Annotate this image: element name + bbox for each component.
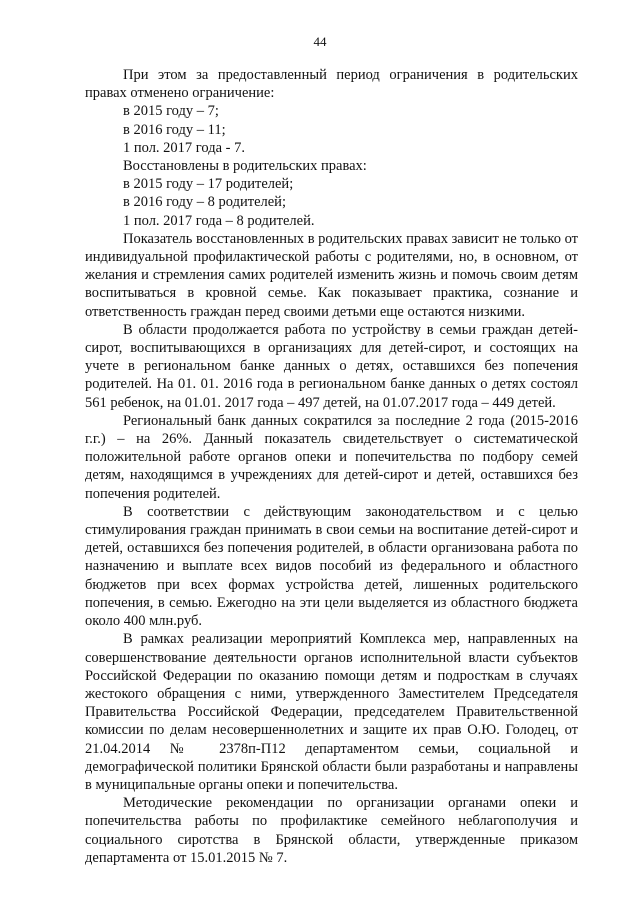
page-number: 44 [313,34,327,49]
paragraph-benefits: В соответствии с действующим законодательством и с целью стимулирования граждан принимать в свои семьи на воспитание детей-сирот и детей, оставшихся без попечения родителей, в области организована работа по назначению и выплате всех видов пособий из федерального и областного бюджетов при всех формах устройства детей, лишенных родительского попечения, в семью. Ежегодно на эти цели выделяется из областного бюджета около 400 млн.руб. [85,503,578,630]
paragraph-databank: Региональный банк данных сократился за последние 2 года (2015-2016 г.г.) – на 26%. Данный показатель свидетельствует о систематической положительной работе органов опеки и попечительства по подбору семей детям, находящимся в учреждениях для детей-сирот и детей, оставшихся без попечения родителей. [85,412,578,502]
list-item: 1 пол. 2017 года – 8 родителей. [123,212,315,229]
paragraph-indicator: Показатель восстановленных в родительских правах зависит не только от индивидуальной профилактической работы с родителями, но, в основном, от желания и стремления самих родителей изменить жизнь и помочь своим детям воспитываться в кровной семье. Как показывает практика, сознание и ответственность граждан перед своими детьми еще остаются низкими. [85,230,578,320]
list-item: в 2015 году – 7; [123,103,219,120]
list-item: 1 пол. 2017 года - 7. [123,139,245,156]
list-item: в 2015 году – 17 родителей; [123,176,294,193]
intro-paragraph: При этом за предоставленный период ограничения в родительских правах отменено ограничение: [85,67,578,102]
list-item: в 2016 году – 11; [123,121,226,138]
list-item: в 2016 году – 8 родителей; [123,194,286,211]
paragraph-recommendations: Методические рекомендации по организации органами опеки и попечительства работы по профилактике семейного неблагополучия и социального сиротства в Брянской области, утвержденные приказом департамента от 15.01.2015 № 7. [85,795,578,866]
document-body [85,66,578,867]
paragraph-placement: В области продолжается работа по устройству в семьи граждан детей-сирот, воспитывающихся в организациях для детей-сирот, и состоящих на учете в региональном банке данных о детях, оставшихся без попечения родителей. На 01. 01. 2016 года в региональном банке данных о детях состоял 561 ребенок, на 01.01. 2017 года – 497 детей, на 01.07.2017 года – 449 детей. [85,321,578,411]
paragraph-measures: В рамках реализации мероприятий Комплекса мер, направленных на совершенствование деятельности органов исполнительной власти субъектов Российской Федерации по оказанию помощи детям и подросткам в случаях жестокого обращения с ними, утвержденного Заместителем Председателя Правительства Российской Федерации, председателем Правительственной комиссии по делам несовершеннолетних и защите их прав О.Ю. Голодец, от 21.04.2014 № 2378п-П12 департаментом семьи, социальной и демографической политики Брянской области были разработаны и направлены в муниципальные органы опеки и попечительства. [85,631,578,793]
restored-heading: Восстановлены в родительских правах: [123,158,367,175]
